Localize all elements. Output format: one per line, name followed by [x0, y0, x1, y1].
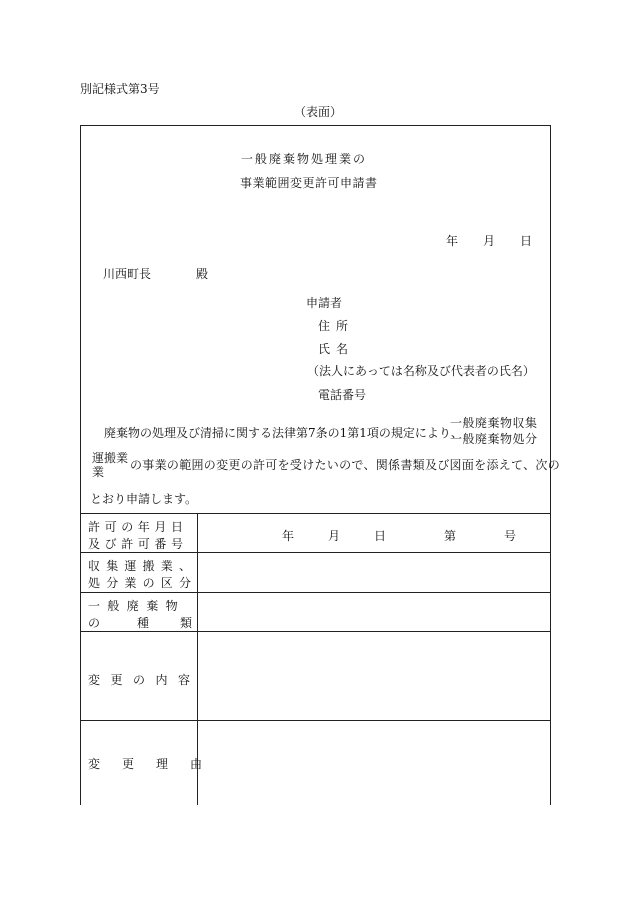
date-day-label: 日: [520, 234, 533, 248]
change-content-label: 変更の内容: [88, 673, 201, 687]
applicant-name-label: 氏名: [318, 342, 355, 356]
business-choice-collection: 一般廃棄物収集: [450, 416, 538, 430]
addressee-name: 川西町長: [103, 267, 152, 281]
table-row-divider: [80, 631, 551, 632]
document-title-line-2: 事業範囲変更許可申請書: [240, 176, 378, 190]
applicant-phone-label: 電話番号: [318, 388, 367, 402]
table-row-divider: [80, 592, 551, 593]
business-category-label-line-1: 収集運搬業、: [88, 559, 198, 573]
business-choice-disposal: 一般廃棄物処分: [450, 432, 538, 446]
permit-year-label: 年: [282, 529, 295, 543]
addressee-honorific: 殿: [196, 267, 209, 281]
table-top-border: [80, 513, 551, 514]
permit-number-suffix: 号: [504, 529, 517, 543]
document-title-line-1: 一般廃棄物処理業の: [241, 152, 368, 166]
date-month-label: 月: [483, 234, 496, 248]
corporation-note: （法人にあっては名称及び代表者の氏名）: [307, 364, 535, 378]
body-text-line-1: 廃棄物の処理及び清掃に関する法律第7条の1第1項の規定により、: [104, 426, 463, 440]
waste-type-label-part-1: の: [88, 616, 101, 630]
table-row-divider: [80, 552, 551, 553]
business-choice-suffix: 業: [92, 465, 105, 479]
permit-day-label: 日: [374, 529, 387, 543]
date-year-label: 年: [446, 234, 459, 248]
permit-date-label-line-1: 許可の年月日: [88, 520, 188, 534]
table-row-divider: [80, 720, 551, 721]
form-number: 別記様式第3号: [80, 82, 160, 96]
body-text-line-2: の事業の範囲の変更の許可を受けたいので、関係書類及び図面を添えて、次の: [130, 458, 561, 472]
waste-type-label-part-2: 種: [137, 616, 150, 630]
business-choice-transport: 運搬業: [92, 451, 129, 465]
waste-type-label-part-3: 類: [180, 616, 193, 630]
side-label: （表面）: [294, 105, 343, 119]
body-text-line-3: とおり申請します。: [90, 492, 198, 506]
permit-number-prefix: 第: [444, 529, 457, 543]
permit-month-label: 月: [328, 529, 341, 543]
applicant-address-label: 住所: [318, 319, 355, 333]
change-reason-label: 変更理由: [88, 757, 225, 771]
applicant-label: 申請者: [306, 296, 343, 310]
waste-type-label-line-1: 一般廃棄物: [88, 599, 186, 613]
permit-date-label-line-2: 及び許可番号: [88, 537, 188, 551]
business-category-label-line-2: 処分業の区分: [88, 576, 198, 590]
